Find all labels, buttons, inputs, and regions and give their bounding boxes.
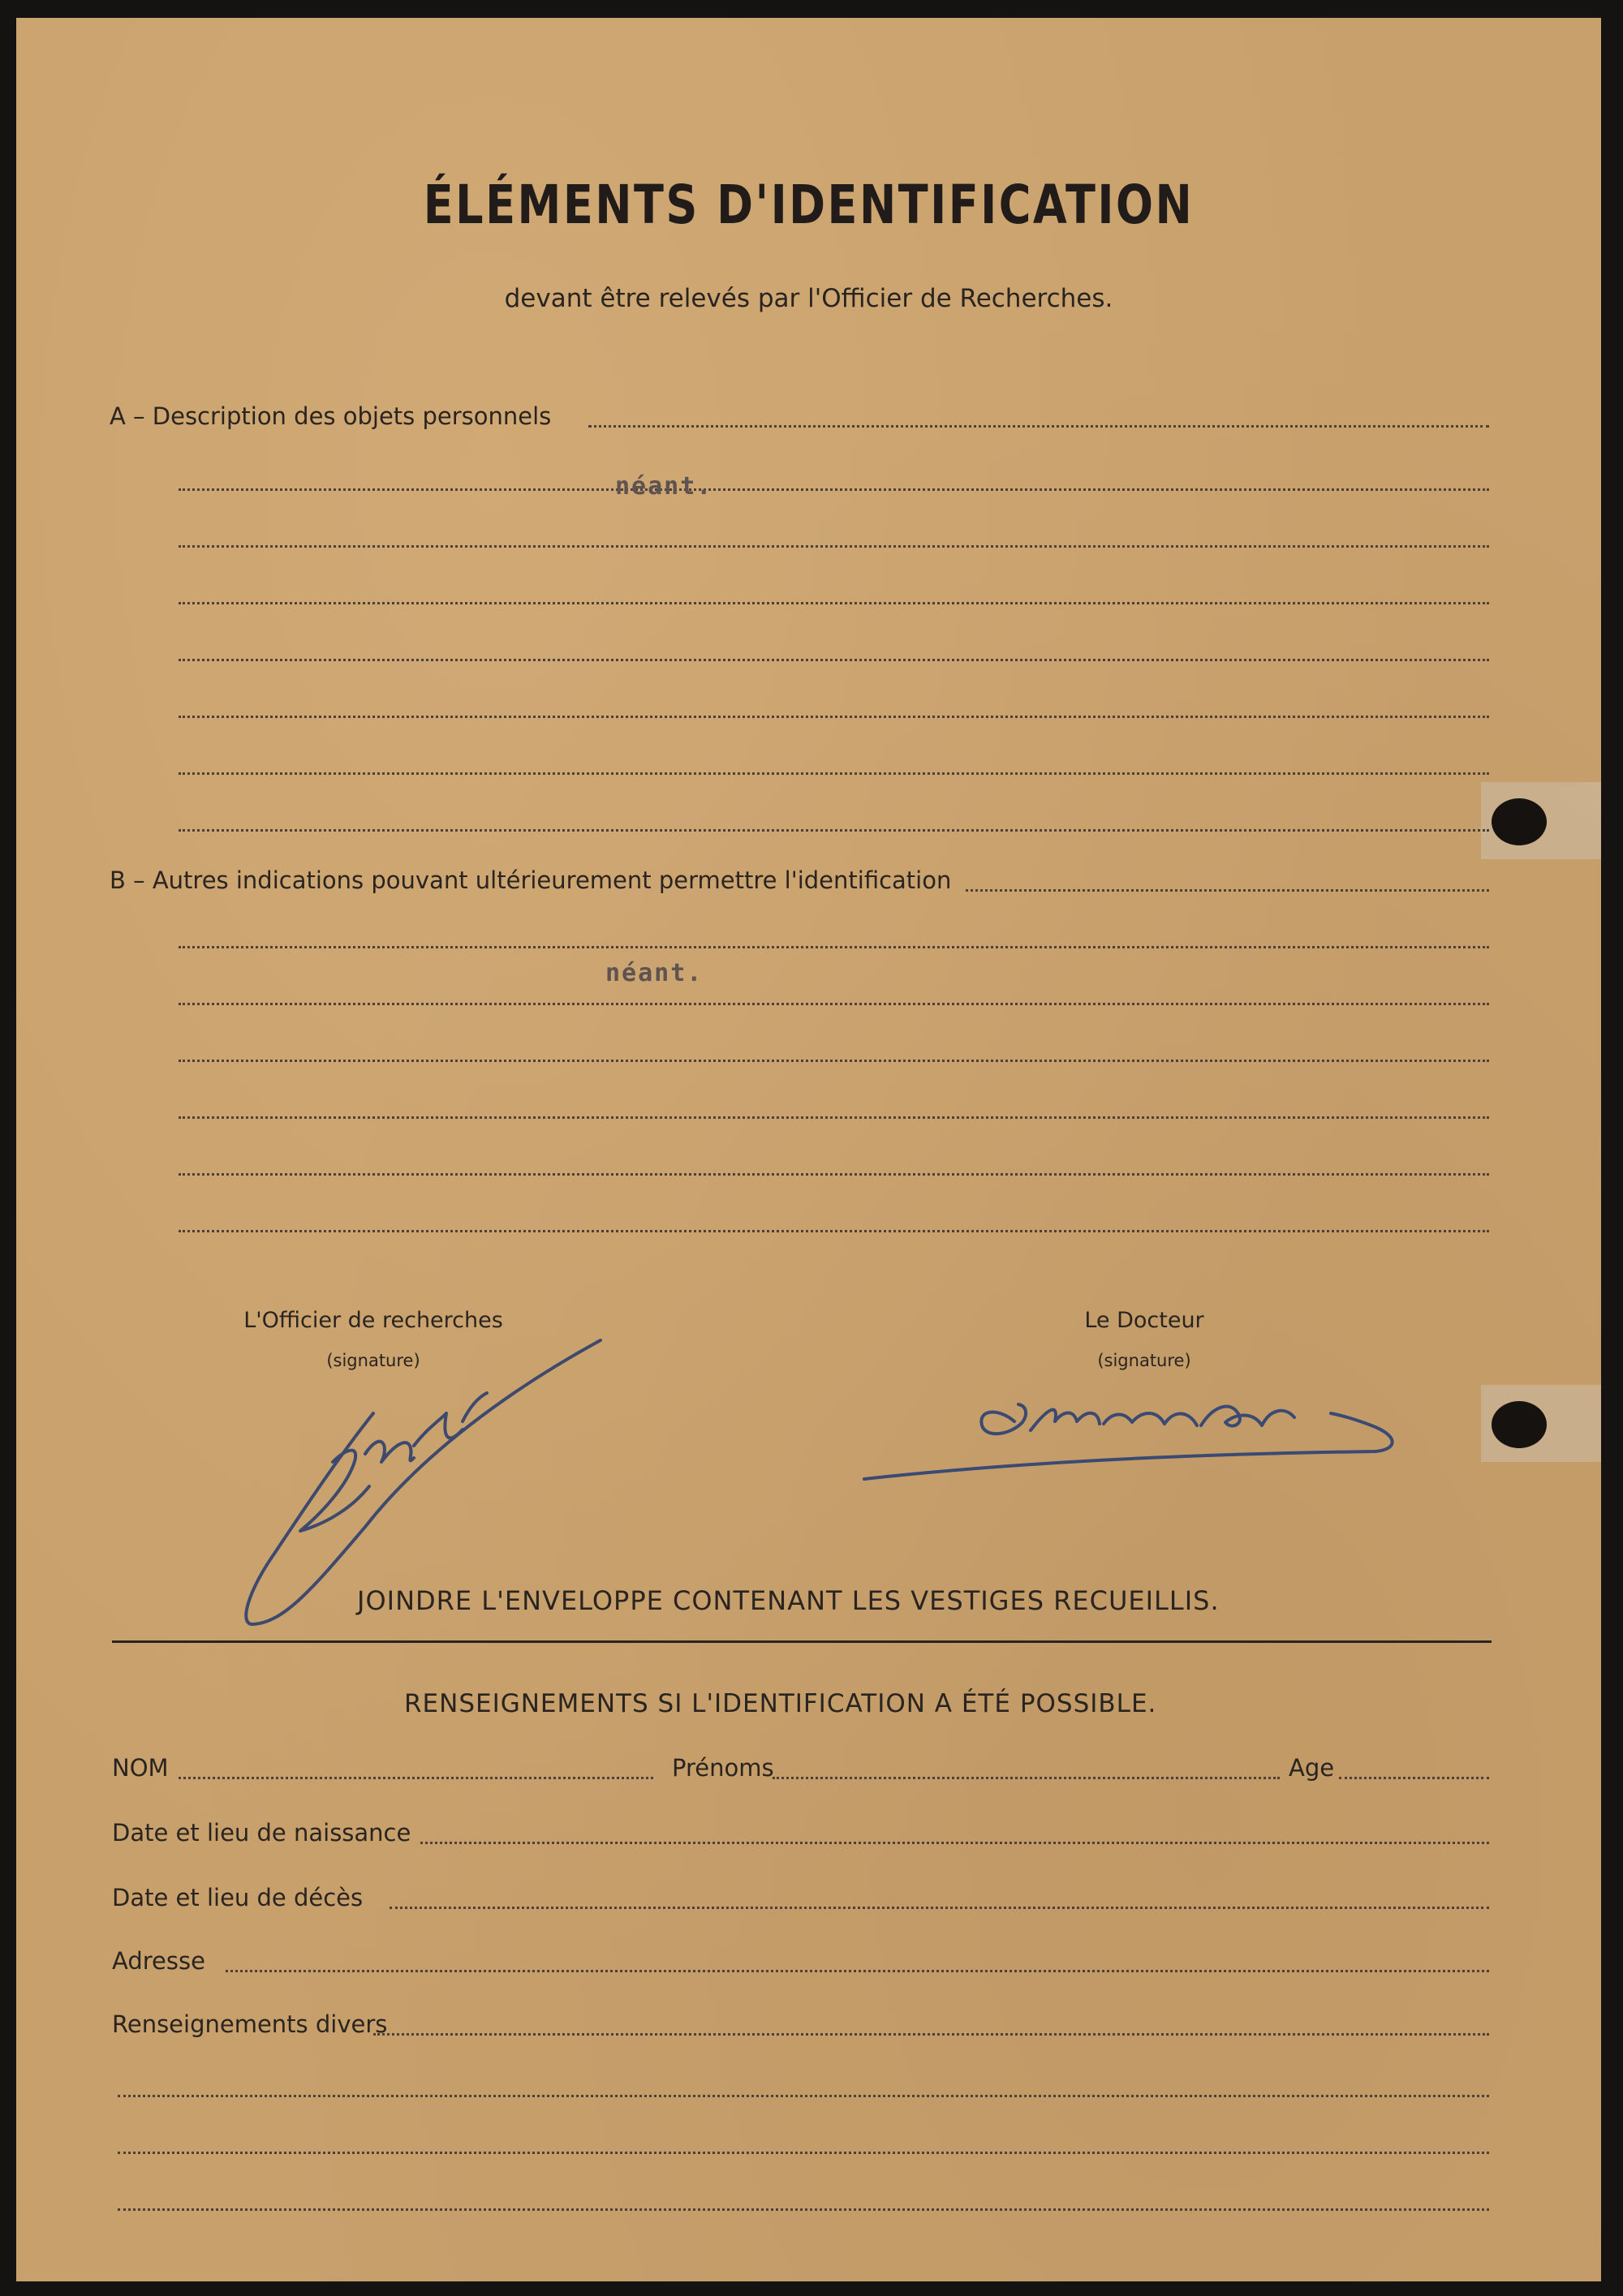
section-b-line: [966, 889, 1489, 892]
prenoms-line: [773, 1777, 1280, 1779]
form-page: [16, 18, 1601, 2281]
section-a-line: [179, 545, 1489, 548]
prenoms-label: Prénoms: [672, 1754, 774, 1782]
divers-line: [118, 2208, 1489, 2211]
section-a-line: [179, 488, 1489, 491]
identification-heading: RENSEIGNEMENTS SI L'IDENTIFICATION A ÉTÉ POSSIBLE.: [404, 1689, 1157, 1718]
section-b-entry: néant.: [605, 959, 704, 987]
section-a-entry: néant.: [615, 472, 713, 501]
section-b-line: [179, 1173, 1489, 1176]
nom-label: NOM: [112, 1754, 169, 1782]
section-a-label: A – Description des objets personnels: [110, 402, 552, 430]
officer-signature-title: L'Officier de recherches: [243, 1308, 503, 1333]
divers-line: [373, 2033, 1489, 2036]
form-subtitle: devant être relevés par l'Officier de Recherches.: [504, 284, 1113, 313]
divers-line: [118, 2152, 1489, 2154]
naissance-label: Date et lieu de naissance: [112, 1819, 411, 1847]
form-title: ÉLÉMENTS D'IDENTIFICATION: [423, 174, 1195, 236]
section-b-line: [179, 1116, 1489, 1119]
adresse-label: Adresse: [112, 1947, 205, 1975]
nom-line: [179, 1777, 653, 1779]
section-b-label: B – Autres indications pouvant ultérieurement permettre l'identification: [110, 866, 952, 894]
adresse-line: [226, 1970, 1489, 1972]
age-label: Age: [1289, 1754, 1335, 1782]
section-b-line: [179, 946, 1489, 948]
naissance-line: [420, 1842, 1489, 1844]
doctor-signature-note: (signature): [1097, 1351, 1191, 1370]
doctor-signature-title: Le Docteur: [1084, 1308, 1204, 1333]
officer-signature-note: (signature): [326, 1351, 420, 1370]
divers-line: [118, 2095, 1489, 2097]
section-a-line: [179, 829, 1489, 832]
punch-hole-bottom: [1492, 1401, 1547, 1448]
section-a-line: [588, 425, 1489, 428]
section-b-line: [179, 1230, 1489, 1232]
punch-hole-top: [1492, 798, 1547, 845]
envelope-instruction: JOINDRE L'ENVELOPPE CONTENANT LES VESTIGES RECUEILLIS.: [357, 1585, 1220, 1616]
section-b-line: [179, 1060, 1489, 1062]
section-a-line: [179, 659, 1489, 661]
deces-line: [390, 1907, 1489, 1909]
doctor-signature-image: [856, 1377, 1424, 1498]
section-divider: [112, 1640, 1492, 1643]
section-b-line: [179, 1003, 1489, 1005]
divers-label: Renseignements divers: [112, 2010, 388, 2038]
age-line: [1339, 1777, 1489, 1779]
section-a-line: [179, 772, 1489, 775]
section-a-line: [179, 716, 1489, 718]
deces-label: Date et lieu de décès: [112, 1884, 364, 1911]
section-a-line: [179, 602, 1489, 604]
